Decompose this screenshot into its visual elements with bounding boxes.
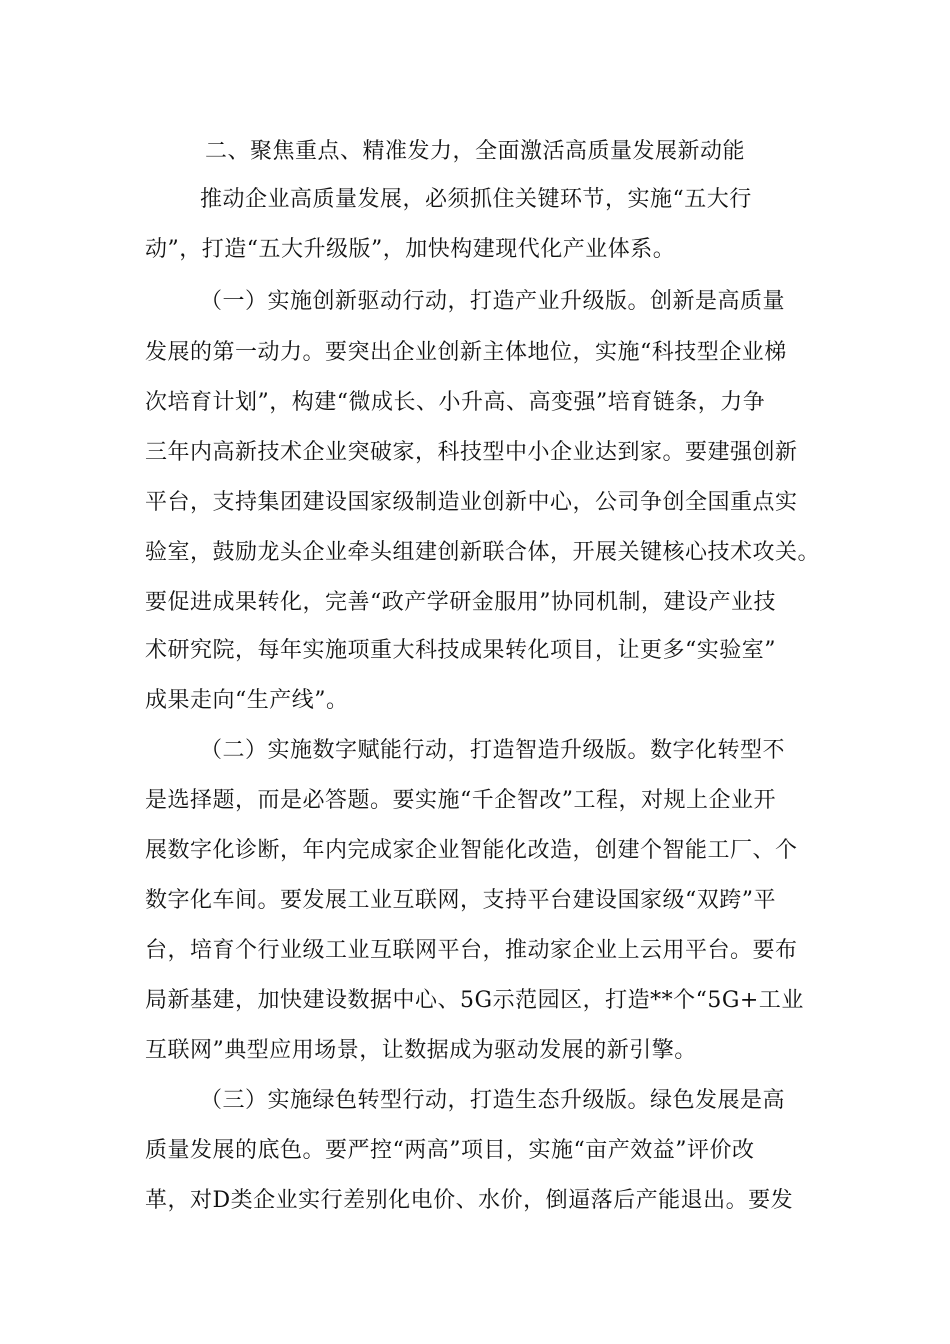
intro-line-2: 动”，打造“五大升级版”，加快构建现代化产业体系。 [145,237,676,262]
section1-line-5: 平台，支持集团建设国家级制造业创新中心，公司争创全国重点实 [145,490,798,515]
section2-line-6: 局新基建，加快建设数据中心、5G示范园区，打造**个“5G+工业 [145,988,804,1013]
section1-line-3: 次培育计划”，构建“微成长、小升高、高变强”培育链条，力争 [145,390,766,415]
section1-line-1: （一）实施创新驱动行动，打造产业升级版。创新是高质量 [200,289,786,314]
section3-line-1: （三）实施绿色转型行动，打造生态升级版。绿色发展是高 [200,1088,786,1113]
section2-line-2: 是选择题，而是必答题。要实施“千企智改”工程，对规上企业开 [145,788,776,813]
section1-line-6: 验室，鼓励龙头企业牵头组建创新联合体，开展关键核心技术攻关。 [145,540,821,565]
section1-line-4: 三年内高新技术企业突破家，科技型中小企业达到家。要建强创新 [145,440,798,465]
section2-line-3: 展数字化诊断，年内完成家企业智能化改造，创建个智能工厂、个 [145,838,798,863]
section1-line-2: 发展的第一动力。要突出企业创新主体地位，实施“科技型企业梯 [145,340,787,365]
section3-line-2: 质量发展的底色。要严控“两高”项目，实施“亩产效益”评价改 [145,1138,755,1163]
intro-line-1: 推动企业高质量发展，必须抓住关键环节，实施“五大行 [200,187,752,212]
section1-line-9: 成果走向“生产线”。 [145,688,349,713]
section1-line-8: 术研究院，每年实施项重大科技成果转化项目，让更多“实验室” [145,638,776,663]
section2-line-1: （二）实施数字赋能行动，打造智造升级版。数字化转型不 [200,738,786,763]
section3-line-3: 革，对D类企业实行差别化电价、水价，倒逼落后产能退出。要发 [145,1188,794,1213]
section2-line-7: 互联网”典型应用场景，让数据成为驱动发展的新引擎。 [145,1038,697,1063]
section1-line-7: 要促进成果转化，完善“政产学研金服用”协同机制，建设产业技 [145,590,776,615]
section2-line-4: 数字化车间。要发展工业互联网，支持平台建设国家级“双跨”平 [145,888,776,913]
section2-line-5: 台，培育个行业级工业互联网平台，推动家企业上云用平台。要布 [145,938,798,963]
section-heading: 二、聚焦重点、精准发力，全面激活高质量发展新动能 [205,139,746,164]
